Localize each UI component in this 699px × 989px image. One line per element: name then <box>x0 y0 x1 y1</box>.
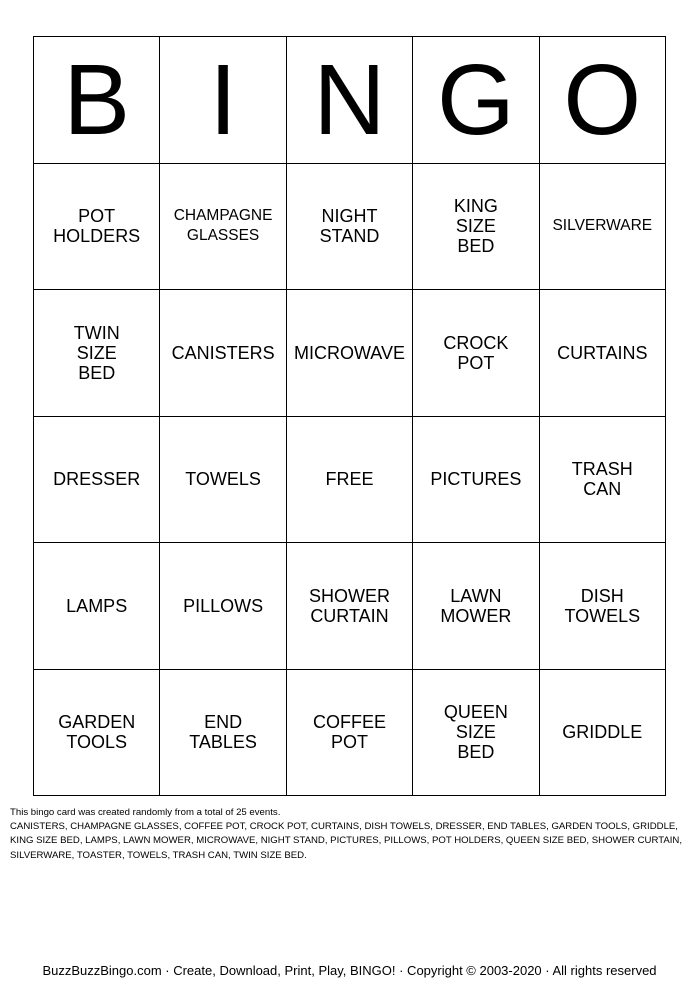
bingo-square: END TABLES <box>160 670 286 797</box>
bingo-square: TOWELS <box>160 417 286 544</box>
info-event-list: KING SIZE BED, LAMPS, LAWN MOWER, MICROWAVE, NIGHT STAND, PICTURES, PILLOWS, POT HOLDERS, QUEEN SIZE BED, SHOWER CURTAIN, <box>10 835 683 847</box>
header-letter-b: B <box>34 37 160 164</box>
bingo-square: DRESSER <box>34 417 160 544</box>
bingo-square: CANISTERS <box>160 290 286 417</box>
bingo-square: SILVERWARE <box>540 164 666 291</box>
info-summary: This bingo card was created randomly from a total of 25 events. <box>10 807 281 818</box>
bingo-square: TWIN SIZE BED <box>34 290 160 417</box>
bingo-square: NIGHT STAND <box>287 164 413 291</box>
page-footer: BuzzBuzzBingo.com · Create, Download, Print, Play, BINGO! · Copyright © 2003-2020 · All rights reserved <box>42 963 657 978</box>
header-letter-n: N <box>287 37 413 164</box>
bingo-square: QUEEN SIZE BED <box>413 670 539 797</box>
header-letter-o: O <box>540 37 666 164</box>
header-letter-g: G <box>413 37 539 164</box>
card-info <box>10 806 695 863</box>
bingo-square: COFFEE POT <box>287 670 413 797</box>
info-event-list: SILVERWARE, TOASTER, TOWELS, TRASH CAN, TWIN SIZE BED. <box>10 849 307 861</box>
bingo-square: PICTURES <box>413 417 539 544</box>
bingo-square: TRASH CAN <box>540 417 666 544</box>
bingo-square: DISH TOWELS <box>540 543 666 670</box>
bingo-square: POT HOLDERS <box>34 164 160 291</box>
bingo-square: KING SIZE BED <box>413 164 539 291</box>
bingo-square: CHAMPAGNE GLASSES <box>160 164 286 291</box>
bingo-square: CROCK POT <box>413 290 539 417</box>
bingo-square: GARDEN TOOLS <box>34 670 160 797</box>
bingo-square: LAWN MOWER <box>413 543 539 670</box>
bingo-square: SHOWER CURTAIN <box>287 543 413 670</box>
bingo-square: GRIDDLE <box>540 670 666 797</box>
header-letter-i: I <box>160 37 286 164</box>
free-square: FREE <box>287 417 413 544</box>
info-event-list: CANISTERS, CHAMPAGNE GLASSES, COFFEE POT, CROCK POT, CURTAINS, DISH TOWELS, DRESSER, END TABLES, GARDEN TOOLS, GRIDDLE, <box>10 821 678 833</box>
bingo-square: PILLOWS <box>160 543 286 670</box>
bingo-card <box>33 36 666 796</box>
bingo-square: MICROWAVE <box>287 290 413 417</box>
bingo-square: LAMPS <box>34 543 160 670</box>
bingo-square: CURTAINS <box>540 290 666 417</box>
